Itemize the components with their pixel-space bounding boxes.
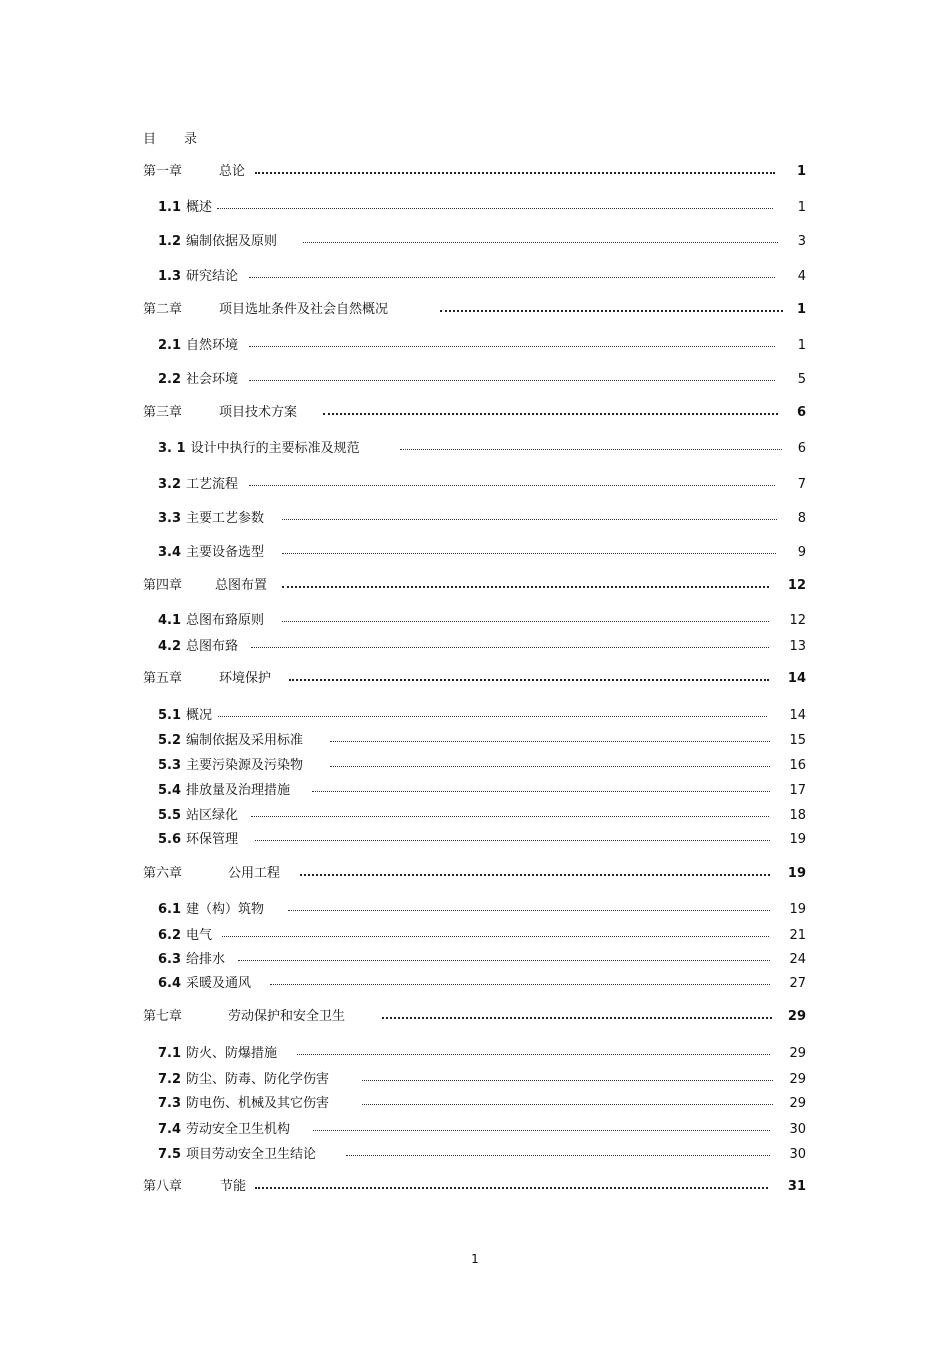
page-number-ref: 15 <box>789 733 806 748</box>
section-number: 2.2 <box>158 372 182 387</box>
section-heading <box>158 1145 316 1165</box>
page-number-ref: 1 <box>797 200 806 215</box>
section-heading <box>158 806 238 826</box>
page-number-ref: 16 <box>789 758 806 773</box>
toc-chapter-row[interactable] <box>143 864 813 884</box>
toc-section-row[interactable] <box>143 336 813 356</box>
section-title: 劳动安全卫生机构 <box>186 1122 291 1137</box>
section-title: 设计中执行的主要标准及规范 <box>190 441 360 456</box>
toc-section-row[interactable] <box>143 267 813 287</box>
section-heading <box>158 509 264 529</box>
toc-section-row[interactable] <box>143 611 813 631</box>
page-number: 1 <box>471 1252 479 1266</box>
dot-leader <box>249 277 775 278</box>
section-number: 7.5 <box>158 1147 182 1162</box>
section-number: 1.1 <box>158 200 182 215</box>
section-number: 1.3 <box>158 269 182 284</box>
chapter-title: 公用工程 <box>228 866 281 881</box>
section-number: 4.2 <box>158 639 182 654</box>
section-title: 环保管理 <box>186 832 239 847</box>
section-title: 研究结论 <box>186 269 239 284</box>
section-heading <box>158 900 264 920</box>
page-number-ref: 8 <box>797 511 806 526</box>
page-number-ref: 14 <box>789 708 806 723</box>
section-heading <box>158 611 264 631</box>
section-number: 7.1 <box>158 1046 182 1061</box>
toc-chapter-row[interactable] <box>143 1177 813 1197</box>
dot-leader <box>330 766 770 767</box>
section-title: 工艺流程 <box>186 477 239 492</box>
page-number-ref: 1 <box>796 302 806 317</box>
toc-title-char-1: 目 <box>143 132 157 147</box>
page-number-ref: 29 <box>787 1009 806 1024</box>
dot-leader <box>255 172 775 174</box>
toc-section-row[interactable] <box>143 1120 813 1140</box>
toc-title <box>143 128 197 147</box>
dot-leader <box>251 816 769 817</box>
section-heading <box>158 781 290 801</box>
page-number-ref: 13 <box>789 639 806 654</box>
dot-leader <box>282 586 769 588</box>
section-title: 主要污染源及污染物 <box>186 758 304 773</box>
page-number-ref: 30 <box>789 1147 806 1162</box>
section-number: 7.2 <box>158 1072 182 1087</box>
section-heading <box>158 926 212 946</box>
section-heading <box>158 267 238 287</box>
section-number: 7.3 <box>158 1096 182 1111</box>
dot-leader <box>282 519 777 520</box>
section-heading <box>158 706 212 726</box>
toc-chapter-row[interactable] <box>143 1007 813 1027</box>
toc-section-row[interactable] <box>143 706 813 726</box>
toc-section-row[interactable] <box>143 232 813 252</box>
dot-leader <box>313 1130 770 1131</box>
section-heading <box>158 1044 277 1064</box>
section-title: 建（构）筑物 <box>186 902 265 917</box>
dot-leader <box>270 984 770 985</box>
toc-section-row[interactable] <box>143 475 813 495</box>
toc-section-row[interactable] <box>143 974 813 994</box>
section-title: 自然环境 <box>186 338 239 353</box>
section-heading <box>158 1120 290 1140</box>
dot-leader <box>289 679 769 681</box>
dot-leader <box>362 1080 773 1081</box>
section-title: 社会环境 <box>186 372 239 387</box>
toc-chapter-row[interactable] <box>143 300 813 320</box>
section-title: 编制依据及原则 <box>186 234 278 249</box>
page-number-ref: 29 <box>789 1096 806 1111</box>
section-number: 5.1 <box>158 708 182 723</box>
section-title: 防尘、防毒、防化学伤害 <box>186 1072 330 1087</box>
section-heading <box>158 198 212 218</box>
page-number-ref: 12 <box>787 578 806 593</box>
dot-leader <box>330 741 770 742</box>
page-number-ref: 19 <box>789 902 806 917</box>
toc-section-row[interactable] <box>143 806 813 826</box>
page-number-ref: 24 <box>789 952 806 967</box>
dot-leader <box>222 936 769 937</box>
section-heading <box>158 232 277 252</box>
chapter-title: 项目技术方案 <box>219 405 298 420</box>
toc-section-row[interactable] <box>143 731 813 751</box>
toc-section-row[interactable] <box>143 781 813 801</box>
toc-chapter-row[interactable] <box>143 162 813 182</box>
toc-section-row[interactable] <box>143 756 813 776</box>
section-number: 6.1 <box>158 902 182 917</box>
page-number-ref: 1 <box>796 164 806 179</box>
page-number-ref: 9 <box>797 545 806 560</box>
section-heading <box>158 439 360 459</box>
toc-section-row[interactable] <box>143 900 813 920</box>
chapter-label: 第三章 <box>143 405 183 420</box>
toc-section-row[interactable] <box>143 509 813 529</box>
page-number-ref: 19 <box>789 832 806 847</box>
toc-section-row[interactable] <box>143 1094 813 1114</box>
dot-leader <box>382 1017 772 1019</box>
page-number-ref: 14 <box>787 671 806 686</box>
toc-chapter-row[interactable] <box>143 403 813 423</box>
section-heading <box>158 756 303 776</box>
section-title: 站区绿化 <box>186 808 239 823</box>
section-heading <box>158 475 238 495</box>
chapter-label: 第二章 <box>143 302 183 317</box>
section-title: 采暖及通风 <box>186 976 252 991</box>
page-number-ref: 12 <box>789 613 806 628</box>
section-heading <box>158 370 238 390</box>
toc-chapter-row[interactable] <box>143 669 813 689</box>
dot-leader <box>238 960 770 961</box>
page-number-ref: 6 <box>797 441 806 456</box>
toc-section-row[interactable] <box>143 830 813 850</box>
page-number-ref: 3 <box>797 234 806 249</box>
page-number-ref: 21 <box>789 928 806 943</box>
section-number: 5.2 <box>158 733 182 748</box>
chapter-title: 项目选址条件及社会自然概况 <box>219 302 389 317</box>
section-title: 主要工艺参数 <box>186 511 265 526</box>
section-number: 5.5 <box>158 808 182 823</box>
dot-leader <box>323 413 778 415</box>
chapter-label: 第一章 <box>143 164 183 179</box>
page-number-ref: 4 <box>797 269 806 284</box>
section-heading <box>158 731 303 751</box>
chapter-label: 第八章 <box>143 1179 183 1194</box>
section-number: 5.4 <box>158 783 182 798</box>
section-number: 5.3 <box>158 758 182 773</box>
dot-leader <box>400 449 782 450</box>
section-number: 3.2 <box>158 477 182 492</box>
section-number: 7.4 <box>158 1122 182 1137</box>
dot-leader <box>249 346 775 347</box>
toc-title-char-2: 录 <box>184 132 198 147</box>
toc-section-row[interactable] <box>143 637 813 657</box>
chapter-title: 总图布置 <box>215 578 268 593</box>
toc-chapter-row[interactable] <box>143 576 813 596</box>
toc-section-row[interactable] <box>143 370 813 390</box>
section-number: 4.1 <box>158 613 182 628</box>
page-number-ref: 19 <box>787 866 806 881</box>
toc-section-row[interactable] <box>143 439 813 459</box>
page-number-ref: 6 <box>796 405 806 420</box>
dot-leader <box>346 1155 770 1156</box>
page-number-ref: 17 <box>789 783 806 798</box>
dot-leader <box>218 716 767 717</box>
dot-leader <box>303 242 778 243</box>
dot-leader <box>255 840 770 841</box>
toc-section-row[interactable] <box>143 950 813 970</box>
page-number-ref: 31 <box>787 1179 806 1194</box>
dot-leader <box>255 1187 768 1189</box>
dot-leader <box>251 647 769 648</box>
section-heading <box>158 1070 329 1090</box>
section-title: 总图布臵原则 <box>186 613 265 628</box>
section-number: 1.2 <box>158 234 182 249</box>
section-number: 6.2 <box>158 928 182 943</box>
section-heading <box>158 1094 329 1114</box>
section-title: 排放量及治理措施 <box>186 783 291 798</box>
chapter-label: 第四章 <box>143 578 183 593</box>
dot-leader <box>282 553 776 554</box>
page-number-ref: 5 <box>797 372 806 387</box>
section-title: 概述 <box>186 200 213 215</box>
toc-section-row[interactable] <box>143 543 813 563</box>
toc-section-row[interactable] <box>143 198 813 218</box>
chapter-title: 总论 <box>219 164 246 179</box>
chapter-label: 第七章 <box>143 1009 183 1024</box>
page-number-ref: 30 <box>789 1122 806 1137</box>
section-title: 防电伤、机械及其它伤害 <box>186 1096 330 1111</box>
section-heading <box>158 974 251 994</box>
dot-leader <box>217 208 773 209</box>
section-title: 电气 <box>186 928 213 943</box>
section-title: 总图布臵 <box>186 639 239 654</box>
section-title: 项目劳动安全卫生结论 <box>186 1147 317 1162</box>
section-title: 编制依据及采用标准 <box>186 733 304 748</box>
chapter-title: 环境保护 <box>219 671 272 686</box>
dot-leader <box>288 910 770 911</box>
dot-leader <box>249 380 775 381</box>
page-number-ref: 29 <box>789 1046 806 1061</box>
section-number: 3.3 <box>158 511 182 526</box>
section-number: 6.4 <box>158 976 182 991</box>
dot-leader <box>440 310 783 312</box>
section-heading <box>158 543 264 563</box>
section-title: 概况 <box>186 708 213 723</box>
section-heading <box>158 830 238 850</box>
toc-section-row[interactable] <box>143 1044 813 1064</box>
chapter-label: 第六章 <box>143 866 183 881</box>
section-number: 3.4 <box>158 545 182 560</box>
page-number-ref: 27 <box>789 976 806 991</box>
toc-section-row[interactable] <box>143 926 813 946</box>
toc-section-row[interactable] <box>143 1070 813 1090</box>
section-heading <box>158 637 238 657</box>
page-number-ref: 18 <box>789 808 806 823</box>
section-heading <box>158 950 225 970</box>
dot-leader <box>362 1104 773 1105</box>
section-title: 防火、防爆措施 <box>186 1046 278 1061</box>
section-number: 2.1 <box>158 338 182 353</box>
chapter-title: 节能 <box>220 1179 247 1194</box>
dot-leader <box>249 485 775 486</box>
section-heading <box>158 336 238 356</box>
page-number-ref: 1 <box>797 338 806 353</box>
section-title: 给排水 <box>186 952 226 967</box>
dot-leader <box>297 1054 770 1055</box>
chapter-label: 第五章 <box>143 671 183 686</box>
section-number: 6.3 <box>158 952 182 967</box>
toc-section-row[interactable] <box>143 1145 813 1165</box>
dot-leader <box>300 874 770 876</box>
section-number: 5.6 <box>158 832 182 847</box>
dot-leader <box>282 621 769 622</box>
chapter-title: 劳动保护和安全卫生 <box>228 1009 346 1024</box>
page-number-ref: 7 <box>797 477 806 492</box>
section-title: 主要设备选型 <box>186 545 265 560</box>
section-number: 3. 1 <box>158 441 186 456</box>
page-number-ref: 29 <box>789 1072 806 1087</box>
dot-leader <box>312 791 770 792</box>
